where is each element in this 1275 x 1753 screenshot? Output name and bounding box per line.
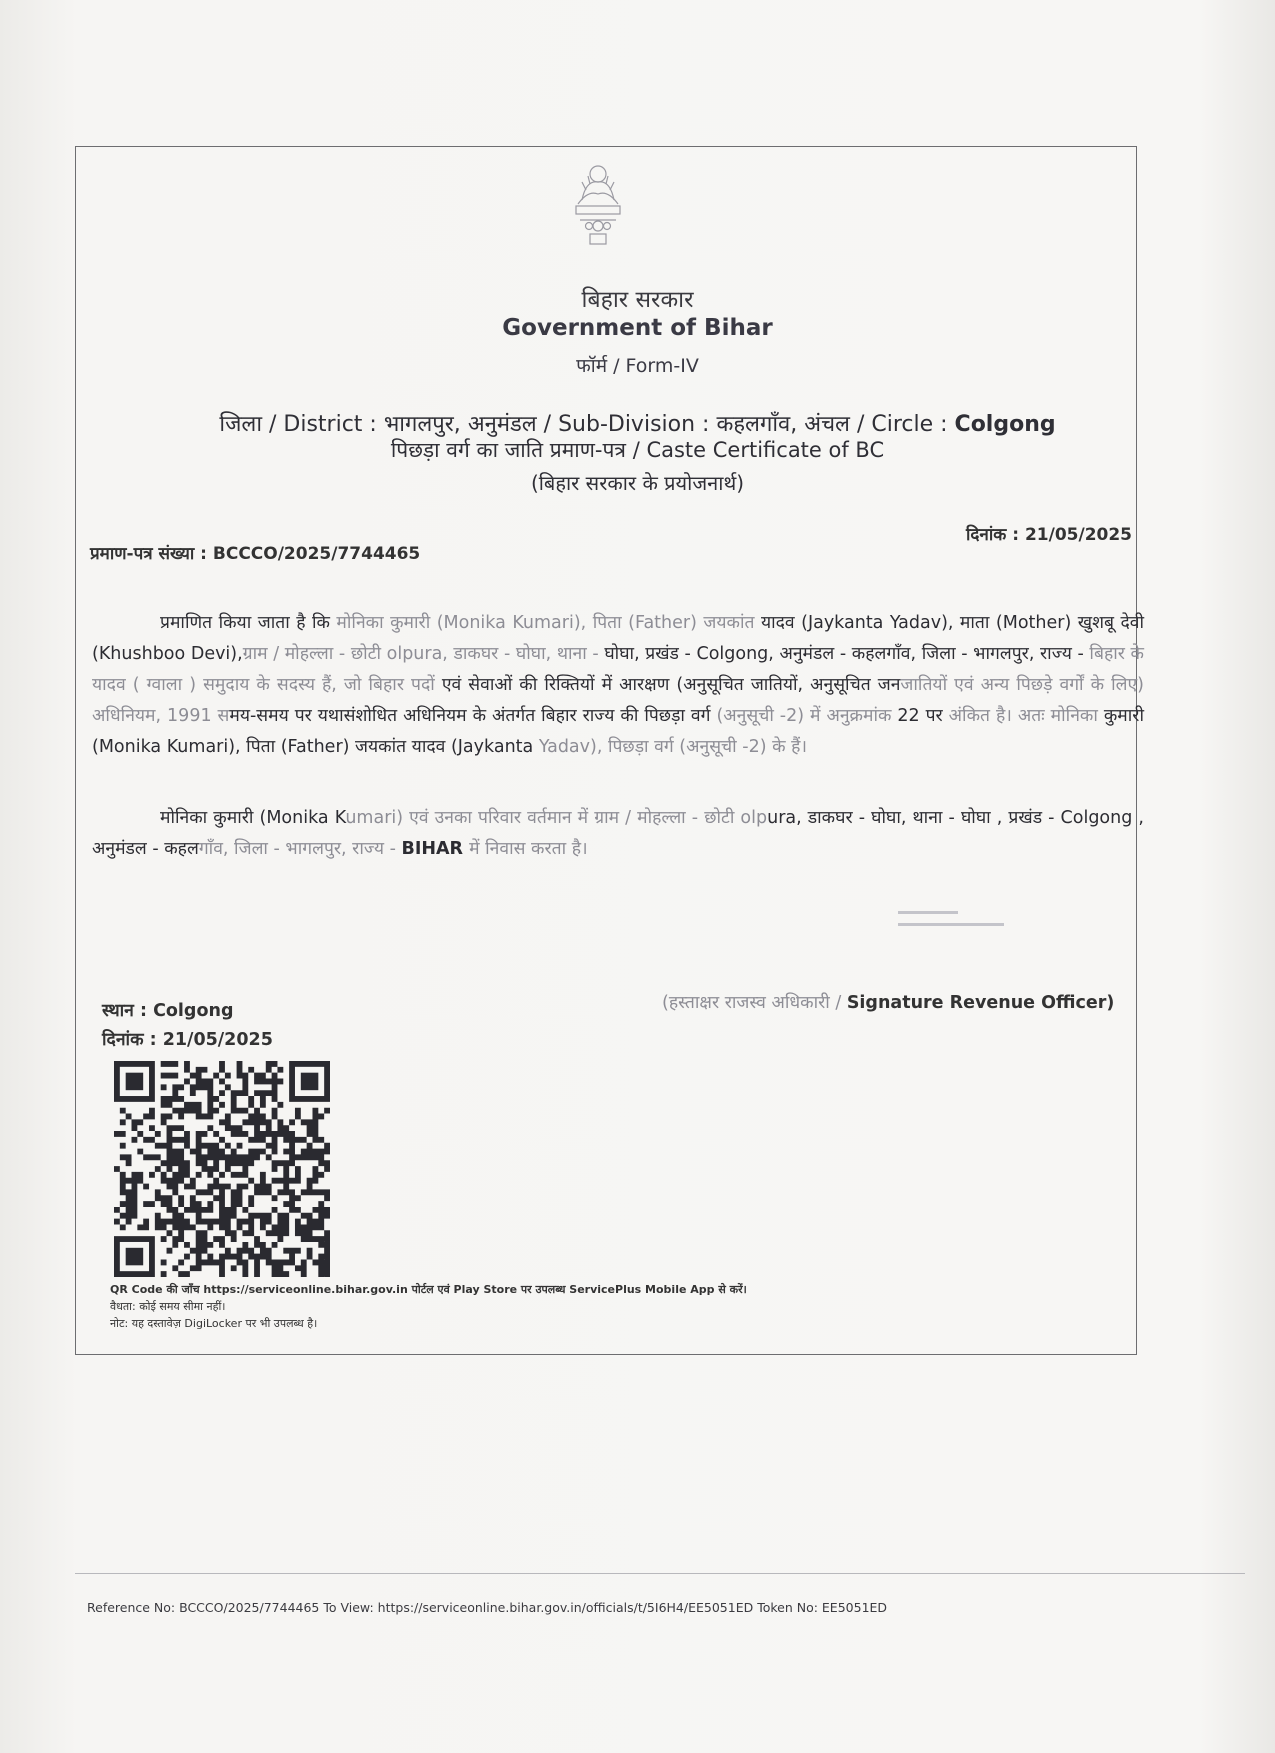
- text-segment: एवं सेवाओं की रिक्तियों में आरक्षण (अनुसूचित जातियों, अनुसूचित जन: [441, 675, 901, 695]
- text-segment: बिहार के यादव ( ग्वाला ) समुदाय के सदस्य हैं, जो बिहार पदों: [92, 644, 1144, 695]
- digital-signature-stamp: [898, 908, 1008, 934]
- qr-verify-note: QR Code की जाँच https://serviceonline.bihar.gov.in पोर्टल एवं Play Store पर उपलब्ध ServicePlus Mobile App से करें।: [110, 1283, 747, 1296]
- qr-finder-pattern: [292, 1064, 327, 1099]
- text-segment: ura, डाकघर - घोघा, थाना - घोघा , प्रखंड - Colgong , अनुमंडल - कहल: [92, 808, 1144, 859]
- residence-paragraph: [92, 803, 1144, 865]
- government-title: Government of Bihar: [502, 315, 773, 341]
- place: स्थान : Colgong: [102, 1001, 234, 1021]
- text-segment: कुमारी (Monika Kumari), पिता (Father) जयकांत यादव (Jaykanta: [92, 706, 1144, 757]
- certificate-title: पिछड़ा वर्ग का जाति प्रमाण-पत्र / Caste Certificate of BC: [390, 438, 885, 462]
- circle-value: Colgong: [954, 412, 1056, 437]
- text-segment: यादव (Jaykanta Yadav), माता (Mother) खुशबू देवी (Khushboo Devi),: [92, 613, 1144, 664]
- text-segment: में निवास करता है।: [469, 839, 588, 859]
- issue-date: दिनांक : 21/05/2025: [966, 525, 1133, 545]
- district-line: [0, 408, 1275, 438]
- qr-finder-pattern: [117, 1239, 152, 1274]
- signature-english: Signature Revenue Officer): [846, 993, 1115, 1013]
- qr-finder-pattern: [117, 1064, 152, 1099]
- text-segment: घोघा, प्रखंड - Colgong, अनुमंडल - कहलगाँव, जिला - भागलपुर, राज्य -: [604, 644, 1090, 664]
- text-segment: 22 पर: [897, 706, 949, 726]
- signing-date: दिनांक : 21/05/2025: [102, 1030, 273, 1050]
- circle-label: अंचल / Circle :: [804, 412, 948, 437]
- certification-paragraph: [92, 608, 1144, 763]
- text-segment: अंकित है। अतः मोनिका: [948, 706, 1104, 726]
- text-segment: प्रमाणित किया जाता है कि: [160, 613, 337, 633]
- certificate-purpose: (बिहार सरकार के प्रयोजनार्थ): [530, 471, 745, 495]
- text-segment: जातियों एवं अन्य पिछड़े वर्गों के लिए) अधिनियम, 1991 स: [92, 675, 1145, 726]
- validity-note: वैधता: कोई समय सीमा नहीं।: [110, 1300, 226, 1313]
- text-segment: मोनिका कुमारी (Monika K: [160, 808, 346, 828]
- district-value: भागलपुर,: [383, 412, 461, 437]
- state-emblem: [560, 160, 636, 254]
- form-number: फॉर्म / Form-IV: [576, 355, 699, 377]
- text-segment: ग्राम / मोहल्ला - छोटी olpura, डाकघर - घोघा, थाना -: [242, 644, 605, 664]
- subdivision-label: अनुमंडल / Sub-Division :: [467, 412, 710, 437]
- qr-notes: [110, 1281, 747, 1332]
- text-segment: BIHAR: [401, 839, 470, 859]
- qr-modules: [114, 1061, 330, 1277]
- reference-line: Reference No: BCCCO/2025/7744465 To View: https://serviceonline.bihar.gov.in/officials/t/5I6H4/EE5051ED Token No: EE5051ED: [87, 1600, 888, 1615]
- signature-block: [662, 990, 1114, 1014]
- text-segment: Yadav), पिछड़ा वर्ग (अनुसूची -2) के हैं।: [538, 737, 808, 757]
- text-segment: मोनिका कुमारी (Monika Kumari), पिता (Father) जयकांत: [336, 613, 761, 633]
- text-segment: umari) एवं उनका परिवार वर्तमान में ग्राम / मोहल्ला - छोटी olp: [345, 808, 768, 828]
- qr-code[interactable]: [114, 1061, 330, 1277]
- certificate-number: प्रमाण-पत्र संख्या : BCCCO/2025/7744465: [90, 544, 421, 564]
- text-segment: मय-समय पर यथासंशोधित अधिनियम के अंतर्गत बिहार राज्य की पिछड़ा वर्ग: [229, 706, 717, 726]
- text-segment: गाँव, जिला - भागलपुर, राज्य -: [198, 839, 402, 859]
- district-label: जिला / District :: [219, 412, 377, 437]
- signature-hindi: (हस्ताक्षर राजस्व अधिकारी /: [662, 993, 847, 1013]
- government-hindi-title: बिहार सरकार: [581, 287, 694, 313]
- subdivision-value: कहलगाँव,: [716, 412, 798, 437]
- digilocker-note: नोट: यह दस्तावेज़ DigiLocker पर भी उपलब्ध है।: [110, 1317, 318, 1330]
- footer-divider: [75, 1573, 1245, 1574]
- text-segment: (अनुसूची -2) में अनुक्रमांक: [716, 706, 898, 726]
